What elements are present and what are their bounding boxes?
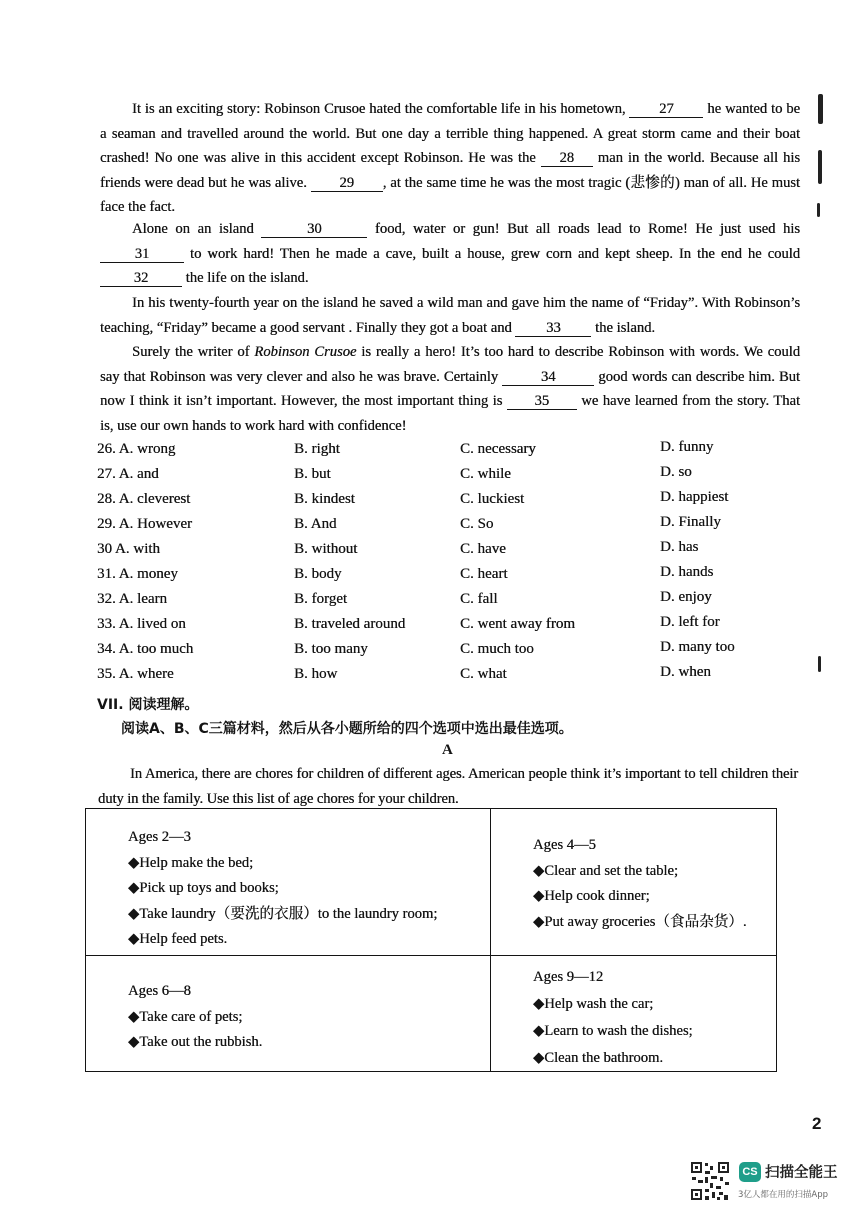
- chore-item: ◆Take out the rubbish.: [128, 1034, 263, 1050]
- option-a: 31. A. money: [97, 566, 178, 582]
- passage-paragraph-3: In his twenty-fourth year on the island he saved a wild man and gave him the name of “Friday”. With Robinson’s teaching, “Friday” became a good servant . Finally they got a boat and 33 the island.: [100, 295, 800, 336]
- option-a: 35. A. where: [97, 666, 174, 682]
- blank-29: 29: [311, 175, 383, 192]
- scanner-logo-icon: CS: [739, 1162, 761, 1182]
- option-a: 28. A. cleverest: [97, 491, 191, 507]
- option-a: 30 A. with: [97, 541, 160, 557]
- chore-item: ◆Clear and set the table;: [533, 862, 678, 879]
- option-c: C. heart: [460, 566, 508, 582]
- scan-edge-mark: [818, 150, 822, 184]
- option-c: C. much too: [460, 641, 534, 657]
- option-d: D. left for: [660, 614, 720, 630]
- table-horizontal-divider: [86, 955, 776, 956]
- blank-32: 32: [100, 270, 182, 287]
- chore-item: ◆Clean the bathroom.: [533, 1050, 663, 1066]
- option-b: B. forget: [294, 591, 348, 607]
- cell-title: Ages 2—3: [128, 829, 191, 845]
- option-a: 33. A. lived on: [97, 616, 186, 632]
- option-c: C. went away from: [460, 616, 575, 632]
- table-vertical-divider: [490, 809, 491, 1071]
- option-d: D. so: [660, 464, 692, 480]
- chores-cell-ages-6-8: [128, 979, 262, 1056]
- option-d: D. Finally: [660, 514, 721, 530]
- option-b: B. but: [294, 466, 331, 482]
- book-title: Robinson Crusoe: [254, 344, 357, 360]
- chores-cell-ages-2-3: [128, 825, 437, 953]
- option-c: C. luckiest: [460, 491, 525, 507]
- passage-paragraph-4: Surely the writer of Robinson Crusoe is really a hero! It’s too hard to describe Robinson with words. We could say that Robinson was very clever and also he was brave. Certainly 34 good words can describe him. But now I think it isn’t important. However, the most important thing is 35 we have learned from the story. That is, use our own hands to work hard with confidence!: [100, 344, 801, 434]
- chore-item: ◆Take care of pets;: [128, 1008, 243, 1025]
- chores-cell-ages-9-12: [533, 964, 693, 1072]
- scanner-app-name: 扫描全能王: [765, 1165, 838, 1181]
- option-a: 29. A. However: [97, 516, 192, 532]
- option-d: D. has: [660, 539, 699, 555]
- option-b: B. without: [294, 541, 358, 557]
- option-b: B. And: [294, 516, 337, 532]
- option-d: D. enjoy: [660, 589, 712, 605]
- option-b: B. right: [294, 441, 340, 457]
- option-a: 26. A. wrong: [97, 441, 176, 457]
- option-a: 32. A. learn: [97, 591, 167, 607]
- option-d: D. when: [660, 664, 711, 680]
- option-b: B. traveled around: [294, 616, 406, 632]
- chore-item: ◆Help feed pets.: [128, 931, 228, 947]
- option-d: D. happiest: [660, 489, 729, 505]
- option-b: B. body: [294, 566, 342, 582]
- blank-31: 31: [100, 246, 184, 263]
- scan-edge-mark: [818, 94, 823, 124]
- option-c: C. have: [460, 541, 506, 557]
- option-d: D. many too: [660, 639, 735, 655]
- option-b: B. too many: [294, 641, 368, 657]
- blank-35: 35: [507, 393, 577, 410]
- cell-title: Ages 4—5: [533, 837, 596, 853]
- option-b: B. how: [294, 666, 338, 682]
- option-c: C. fall: [460, 591, 498, 607]
- cell-title: Ages 9—12: [533, 969, 604, 985]
- scan-edge-mark: [818, 656, 821, 672]
- option-a: 34. A. too much: [97, 641, 194, 657]
- chore-item: ◆Learn to wash the dishes;: [533, 1023, 693, 1039]
- option-b: B. kindest: [294, 491, 355, 507]
- option-d: D. hands: [660, 564, 714, 580]
- option-c: C. necessary: [460, 441, 536, 457]
- scan-edge-mark: [817, 203, 820, 217]
- option-c: C. what: [460, 666, 507, 682]
- blank-34: 34: [502, 369, 594, 386]
- passage-a-intro: In America, there are chores for children of different ages. American people think it’s important to tell children their duty in the family. Use this list of age chores for your children.: [98, 766, 798, 807]
- passage-paragraph-1: It is an exciting story: Robinson Crusoe hated the comfortable life in his hometown, 27 he wanted to be a seaman and travelled around the world. But one day a terrible thing happened. A great storm came and their boat crashed! No one was alive in this accident except Robinson. He was the 28 man in the world. Because all his friends were dead but he was alive. 29 , at the same time he was the most tragic (悲惨的) man of all. He must face the fact.: [100, 101, 801, 216]
- option-a: 27. A. and: [97, 466, 159, 482]
- blank-27: 27: [629, 101, 703, 118]
- chore-item: ◆Take laundry（要洗的衣服）to the laundry room;: [128, 905, 438, 922]
- blank-30: 30: [261, 221, 367, 238]
- chores-cell-ages-4-5: [533, 833, 746, 935]
- blank-28: 28: [541, 150, 593, 167]
- passage-paragraph-2: Alone on an island 30 food, water or gun! But all roads lead to Rome! He just used his 31 to work hard! Then he made a cave, built a house, grew corn and kept sheep. In the end he could 32 the life on the island.: [100, 217, 800, 291]
- option-c: C. So: [460, 516, 494, 532]
- chore-item: ◆Help cook dinner;: [533, 888, 650, 904]
- option-d: D. funny: [660, 439, 714, 455]
- chore-item: ◆Help make the bed;: [128, 854, 254, 871]
- blank-33: 33: [515, 320, 591, 337]
- option-c: C. while: [460, 466, 511, 482]
- passage-letter: A: [442, 742, 453, 758]
- chore-item: ◆Pick up toys and books;: [128, 880, 279, 896]
- chores-table: [85, 808, 777, 1072]
- page-number: 2: [812, 1114, 822, 1133]
- qr-code-icon: [690, 1161, 730, 1201]
- section-instruction: 阅读A、B、C三篇材料，然后从各小题所给的四个选项中选出最佳选项。: [121, 721, 573, 737]
- cell-title: Ages 6—8: [128, 983, 191, 999]
- scanner-slogan: 3亿人都在用的扫描App: [738, 1190, 829, 1200]
- chore-item: ◆Help wash the car;: [533, 996, 654, 1012]
- section-heading: VII. 阅读理解。: [97, 697, 199, 713]
- chore-item: ◆Put away groceries（食品杂货）.: [533, 913, 747, 930]
